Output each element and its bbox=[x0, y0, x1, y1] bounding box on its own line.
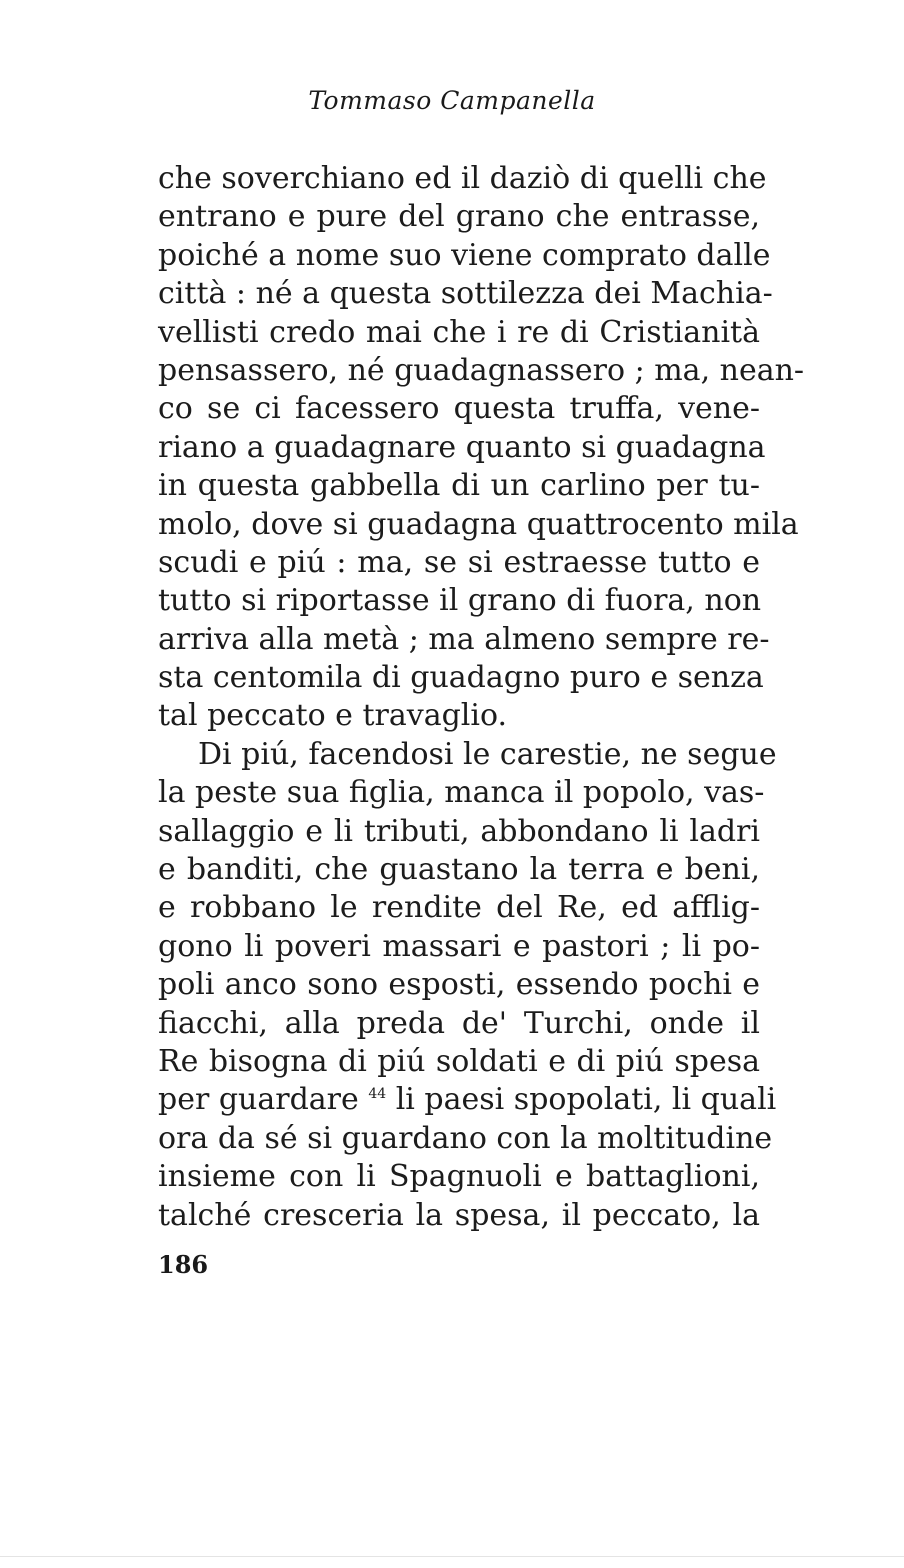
text-line: gono li poveri massari e pastori ; li po- bbox=[158, 928, 760, 964]
text-line-with-footnote bbox=[158, 1081, 777, 1119]
body-text bbox=[158, 160, 805, 1235]
text-line: pensassero, né guadagnassero ; ma, nean- bbox=[158, 352, 805, 388]
text-line: sallaggio e li tributi, abbondano li ladri bbox=[158, 813, 760, 849]
text-line: talché cresceria la spesa, il peccato, la bbox=[158, 1197, 760, 1233]
text-line: entrano e pure del grano che entrasse, bbox=[158, 199, 760, 235]
text-line: insieme con li Spagnuoli e battaglioni, bbox=[158, 1159, 760, 1195]
text-line: Di piú, facendosi le carestie, ne segue bbox=[198, 736, 777, 772]
text-line: scudi e piú : ma, se si estraesse tutto e bbox=[158, 544, 760, 580]
text-line: tal peccato e travaglio. bbox=[158, 698, 508, 734]
text-line: molo, dove si guadagna quattrocento mila bbox=[158, 506, 799, 542]
text-line: vellisti credo mai che i re di Cristianità bbox=[158, 314, 760, 350]
running-title: Tommaso Campanella bbox=[308, 86, 596, 115]
text-line: poiché a nome suo viene comprato dalle bbox=[158, 237, 771, 273]
text-fragment: li paesi spopolati, li quali bbox=[395, 1082, 777, 1118]
text-line: poli anco sono esposti, essendo pochi e bbox=[158, 967, 760, 1003]
footnote-reference: 44 bbox=[368, 1086, 387, 1103]
text-line: e banditi, che guastano la terra e beni, bbox=[158, 852, 760, 888]
text-line: ora da sé si guardano con la moltitudine bbox=[158, 1120, 773, 1156]
page-number: 186 bbox=[158, 1250, 209, 1279]
text-line: tutto si riportasse il grano di fuora, non bbox=[158, 583, 762, 619]
text-fragment: per guardare bbox=[158, 1082, 359, 1118]
text-line: che soverchiano ed il daziò di quelli che bbox=[158, 161, 767, 196]
text-line: arriva alla metà ; ma almeno sempre re- bbox=[158, 621, 770, 657]
text-line: fiacchi, alla preda de' Turchi, onde il bbox=[158, 1005, 760, 1041]
text-line: città : né a questa sottilezza dei Machia- bbox=[158, 276, 773, 312]
text-line: Re bisogna di piú soldati e di piú spesa bbox=[158, 1043, 760, 1079]
text-line: co se ci facessero questa truffa, vene- bbox=[158, 391, 760, 427]
text-line: la peste sua figlia, manca il popolo, vas- bbox=[158, 775, 765, 811]
text-line: riano a guadagnare quanto si guadagna bbox=[158, 429, 766, 465]
text-line: sta centomila di guadagno puro e senza bbox=[158, 660, 764, 696]
page-edge-divider bbox=[0, 1556, 904, 1557]
text-line: e robbano le rendite del Re, ed afflig- bbox=[158, 890, 760, 926]
text-line: in questa gabbella di un carlino per tu- bbox=[158, 468, 760, 504]
